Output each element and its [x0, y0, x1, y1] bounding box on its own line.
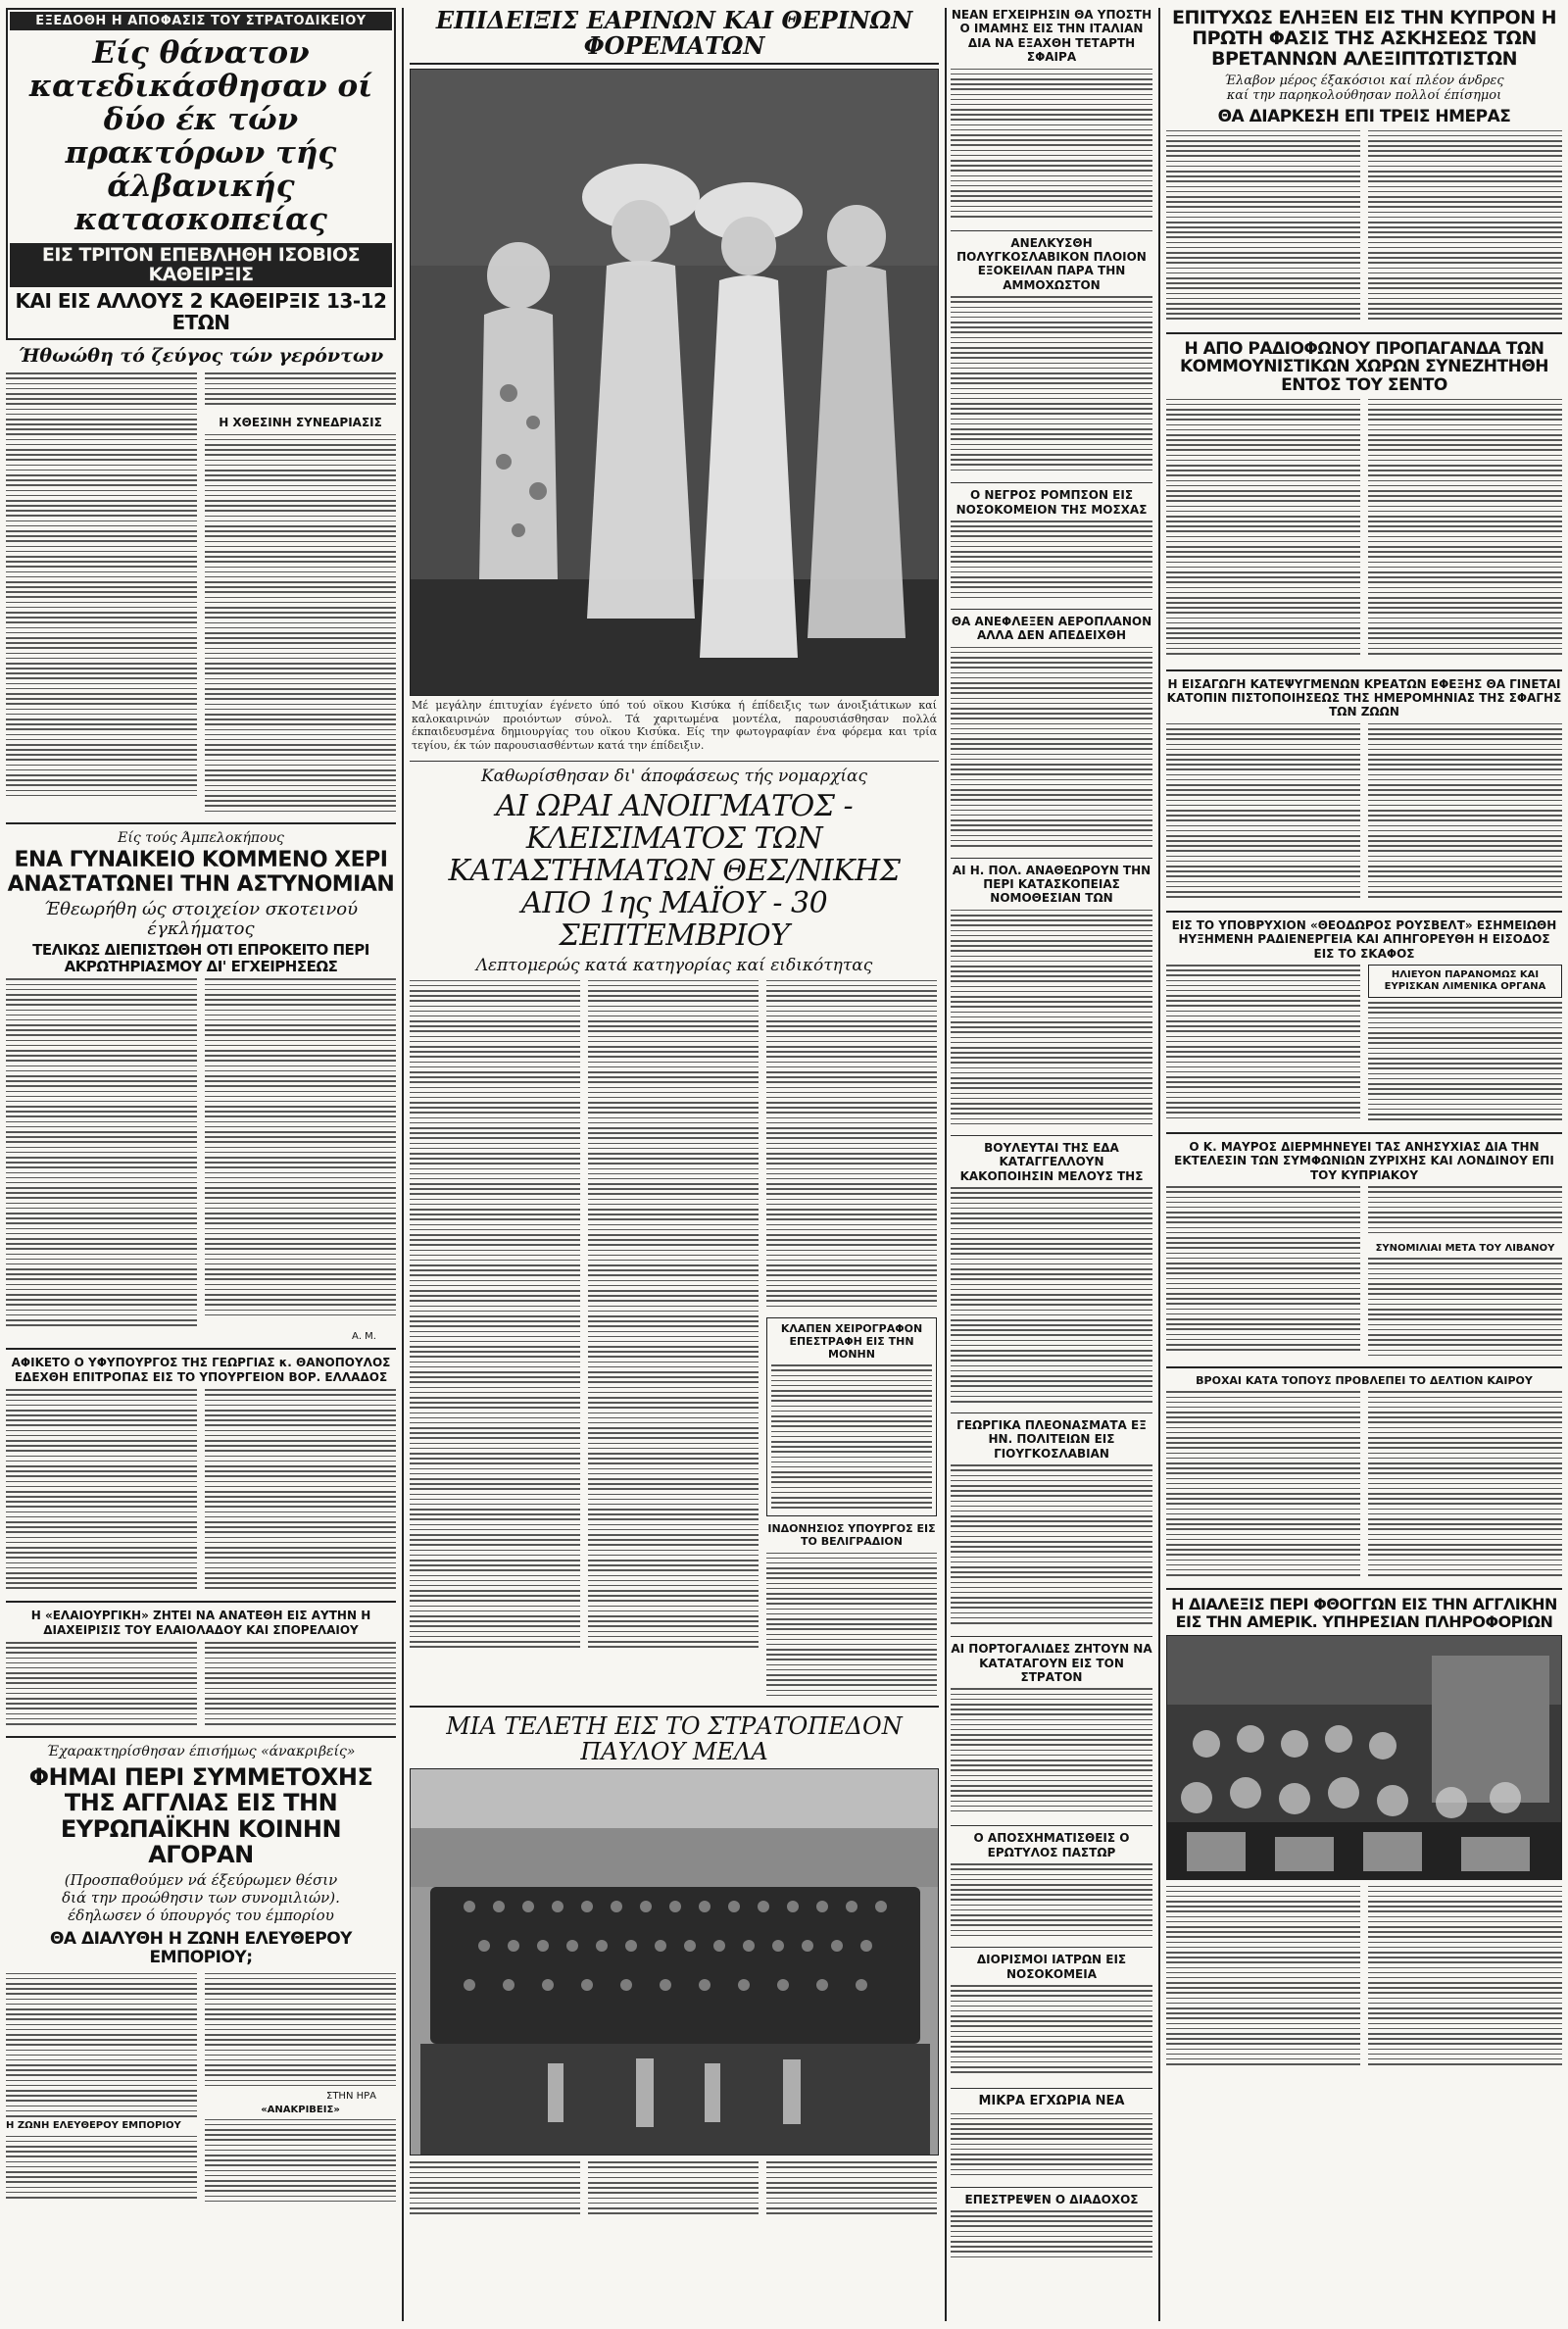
headline: Η ΑΠΟ ΡΑΔΙΟΦΩΝΟΥ ΠΡΟΠΑΓΑΝΔΑ ΤΩΝ ΚΟΜΜΟΥΝΙΣΤΙΚΩΝ ΧΩΡΩΝ ΣΥΝΕΖΗΤΗΘΗ ΕΝΤΟΣ ΤΟΥ ΣΕΝΤΟ: [1179, 338, 1548, 395]
article-text: [6, 1642, 197, 1730]
article-text: [1166, 1186, 1360, 1358]
article-text: [1166, 965, 1360, 1126]
article-text: [1368, 1391, 1562, 1582]
lecture-photo-svg: [1167, 1636, 1562, 1880]
column-4: [1166, 8, 1562, 2072]
article-text: [205, 1642, 396, 1730]
article-text: [951, 296, 1152, 477]
column-2: [410, 8, 939, 2220]
inset-headline: ΙΝΔΟΝΗΣΙΟΣ ΥΠΟΥΡΓΟΣ ΕΙΣ ΤΟ ΒΕΛΙΓΡΑΔΙΟΝ: [767, 1522, 936, 1549]
article-text: [1166, 723, 1360, 905]
inner-head: ΣΥΝΟΜΙΛΙΑΙ ΜΕΤΑ ΤΟΥ ΛΙΒΑΝΟΥ: [1375, 1243, 1555, 1255]
deck: ΘΑ ΔΙΑΛΥΘΗ Η ΖΩΝΗ ΕΛΕΥΘΕΡΟΥ ΕΜΠΟΡΙΟΥ;: [49, 1929, 352, 1967]
article-text: [951, 69, 1152, 225]
article-text: [6, 1389, 197, 1595]
byline: ΣΤΗΝ ΗΡΑ: [326, 2090, 376, 2102]
article-text: [951, 1985, 1152, 2083]
headline: ΕΠΕΣΤΡΕΨΕΝ Ο ΔΙΑΔΟΧΟΣ: [964, 2192, 1139, 2206]
headline: ΑΙ Η. ΠΟΛ. ΑΝΑΘΕΩΡΟΥΝ ΤΗΝ ΠΕΡΙ ΚΑΤΑΣΚΟΠΕΙΑΣ ΝΟΜΟΘΕΣΙΑΝ ΤΩΝ: [952, 863, 1152, 906]
subhead: (Προσπαθούμεν νά έξεύρωμεν θέσιν: [64, 1871, 338, 1890]
kicker: ΕΞΕΔΟΘΗ Η ΑΠΟΦΑΣΙΣ ΤΟΥ ΣΤΡΑΤΟΔΙΚΕΙΟΥ: [10, 12, 392, 30]
article-text: [951, 1688, 1152, 1820]
inner-head: «ΑΝΑΚΡΙΒΕΙΣ»: [261, 2104, 340, 2115]
headline: Ο ΑΠΟΣΧΗΜΑΤΙΣΘΕΙΣ Ο ΕΡΩΤΥΛΟΣ ΠΑΣΤΩΡ: [973, 1831, 1130, 1859]
article-text: [951, 520, 1152, 604]
fashion-photo-svg: [411, 70, 939, 696]
inner-head: Η ΖΩΝΗ ΕΛΕΥΘΕΡΟΥ ΕΜΠΟΡΙΟΥ: [6, 2119, 181, 2131]
article-text: [951, 2113, 1152, 2182]
byline: Α. Μ.: [351, 1331, 376, 1343]
article-text: [205, 2119, 396, 2207]
article-text: [205, 1973, 396, 2091]
headline: ΕΙΣ ΤΟ ΥΠΟΒΡΥΧΙΟΝ «ΘΕΟΔΩΡΟΣ ΡΟΥΣΒΕΛΤ» ΕΣΗΜΕΙΩΘΗ ΗΥΞΗΜΕΝΗ ΡΑΔΙΕΝΕΡΓΕΙΑ ΚΑΙ ΑΠΗΓΟΡΕΥΘΗ Η ΕΙΣΟΔΟΣ ΕΙΣ ΤΟ ΣΚΑΦΟΣ: [1171, 917, 1557, 961]
article-text: [6, 372, 197, 804]
column-rule: [402, 8, 404, 2321]
big-headline: ΑΙ ΩΡΑΙ ΑΝΟΙΓΜΑΤΟΣ - ΚΛΕΙΣΙΜΑΤΟΣ ΤΩΝ ΚΑΤΑΣΤΗΜΑΤΩΝ ΘΕΣ/ΝΙΚΗΣ ΑΠΟ 1ης ΜΑΪΟΥ - 30 ΣΕΠΤΕΜΒΡΙΟΥ: [448, 789, 901, 954]
article-text: [1368, 1886, 1562, 2072]
column-rule: [945, 8, 947, 2321]
subhead: Έλαβον μέρος έξακόσιοι καί πλέον άνδρες: [1224, 73, 1504, 88]
column-rule: [1158, 8, 1160, 2321]
headline: ΒΟΥΛΕΥΤΑΙ ΤΗΣ ΕΔΑ ΚΑΤΑΓΓΕΛΛΟΥΝ ΚΑΚΟΠΟΙΗΣΙΝ ΜΕΛΟΥΣ ΤΗΣ: [959, 1140, 1144, 1183]
article-text: [1166, 1391, 1360, 1582]
article-text: [771, 1364, 932, 1511]
camp-photo: [410, 1768, 939, 2156]
article-text: [951, 1187, 1152, 1408]
headline: ΦΗΜΑΙ ΠΕΡΙ ΣΥΜΜΕΤΟΧΗΣ ΤΗΣ ΑΓΓΛΙΑΣ ΕΙΣ ΤΗΝ ΕΥΡΩΠΑΪΚΗΝ ΚΟΙΝΗΝ ΑΓΟΡΑΝ: [28, 1762, 373, 1868]
column-1: [6, 8, 396, 2207]
subhead: καί την παρηκολούθησαν πολλοί έπίσημοι: [1226, 88, 1502, 104]
fashion-photo: [410, 69, 939, 696]
headline: ΘΑ ΑΝΕΦΛΕΞΕΝ ΑΕΡΟΠΛΑΝΟΝ ΑΛΛΑ ΔΕΝ ΑΠΕΔΕΙΧΘΗ: [951, 614, 1152, 643]
article-text: [205, 434, 396, 817]
article-text: [6, 978, 197, 1331]
headline: ΕΠΙΤΥΧΩΣ ΕΛΗΞΕΝ ΕΙΣ ΤΗΝ ΚΥΠΡΟΝ Η ΠΡΩΤΗ ΦΑΣΙΣ ΤΗΣ ΑΣΚΗΣΕΩΣ ΤΩΝ ΒΡΕΤΑΝΝΩΝ ΑΛΕΞΙΠΤΩΤΙΣΤΩΝ: [1171, 7, 1557, 70]
article-text: [410, 980, 580, 1686]
photo-headline: ΜΙΑ ΤΕΛΕΤΗ ΕΙΣ ΤΟ ΣΤΡΑΤΟΠΕΔΟΝ ΠΑΥΛΟΥ ΜΕΛΑ: [446, 1711, 903, 1765]
article-text: [951, 2210, 1152, 2264]
headline: Η ΕΙΣΑΓΩΓΗ ΚΑΤΕΨΥΓΜΕΝΩΝ ΚΡΕΑΤΩΝ ΕΦΕΞΗΣ ΘΑ ΓΙΝΕΤΑΙ ΚΑΤΟΠΙΝ ΠΙΣΤΟΠΟΙΗΣΕΩΣ ΤΗΣ ΗΜΕΡΟΜΗΝΙΑΣ ΤΗΣ ΣΦΑΓΗΣ ΤΩΝ ΖΩΩΝ: [1166, 676, 1562, 719]
subhead: Έθεωρήθη ώς στοιχείον σκοτεινού έγκλήματος: [43, 898, 359, 939]
headline: ΓΕΩΡΓΙΚΑ ΠΛΕΟΝΑΣΜΑΤΑ ΕΞ ΗΝ. ΠΟΛΙΤΕΙΩΝ ΕΙΣ ΓΙΟΥΓΚΟΣΛΑΒΙΑΝ: [956, 1418, 1147, 1461]
article-text: [766, 1553, 937, 1700]
article-text: [205, 1389, 396, 1595]
article-text: [6, 1973, 197, 2120]
article-text: [951, 1863, 1152, 1942]
kicker: Καθωρίσθησαν δι' άποφάσεως τής νομαρχίας: [480, 766, 868, 786]
headline: ΑΝΕΛΚΥΣΘΗ ΠΟΛΥΓΚΟΣΛΑΒΙΚΟΝ ΠΛΟΙΟΝ ΕΞΟΚΕΙΛΑΝ ΠΑΡΑ ΤΗΝ ΑΜΜΟΧΩΣΤΟΝ: [956, 235, 1147, 292]
inner-head: Η ΧΘΕΣΙΝΗ ΣΥΝΕΔΡΙΑΣΙΣ: [219, 416, 382, 430]
lecture-photo: [1166, 1635, 1562, 1880]
article-text: [410, 2161, 580, 2220]
headline: ΕΝΑ ΓΥΝΑΙΚΕΙΟ ΚΟΜΜΕΝΟ ΧΕΡΙ ΑΝΑΣΤΑΤΩΝΕΙ ΤΗΝ ΑΣΤΥΝΟΜΙΑΝ: [7, 848, 395, 897]
subhead: έδηλωσεν ό ύπουργός του έμπορίου: [68, 1907, 334, 1925]
headline: Είς θάνατον κατεδικάσθησαν οί δύο έκ τών πρακτόρων τής άλβανικής κατασκοπείας: [28, 35, 373, 238]
subhead: διά την προώθησιν των συνομιλιών).: [62, 1889, 340, 1908]
headline: ΒΡΟΧΑΙ ΚΑΤΑ ΤΟΠΟΥΣ ΠΡΟΒΛΕΠΕΙ ΤΟ ΔΕΛΤΙΟΝ ΚΑΙΡΟΥ: [1196, 1374, 1533, 1388]
article-text: [1368, 1258, 1562, 1361]
article-text: [766, 980, 937, 1313]
headline: Η ΔΙΑΛΕΞΙΣ ΠΕΡΙ ΦΘΟΓΓΩΝ ΕΙΣ ΤΗΝ ΑΓΓΛΙΚΗΝ ΕΙΣ ΤΗΝ ΑΜΕΡΙΚ. ΥΠΗΡΕΣΙΑΝ ΠΛΗΡΟΦΟΡΙΩΝ: [1171, 1595, 1557, 1631]
article-text: [588, 980, 759, 1686]
article-text: [588, 2161, 759, 2220]
deck: ΕΙΣ ΤΡΙΤΟΝ ΕΠΕΒΛΗΘΗ ΙΣΟΒΙΟΣ ΚΑΘΕΙΡΞΙΣ: [10, 243, 392, 288]
article-text: [1368, 399, 1562, 664]
headline: ΑΦΙΚΕΤΟ Ο ΥΦΥΠΟΥΡΓΟΣ ΤΗΣ ΓΕΩΡΓΙΑΣ κ. ΘΑΝΟΠΟΥΛΟΣ ΕΔΕΧΘΗ ΕΠΙΤΡΟΠΑΣ ΕΙΣ ΤΟ ΥΠΟΥΡΓΕΙΟΝ ΒΟΡ. ΕΛΛΑΔΟΣ: [11, 1356, 391, 1384]
article-text: [766, 2161, 937, 2220]
article-text: [6, 2136, 197, 2205]
deck: ΘΑ ΔΙΑΡΚΕΣΗ ΕΠΙ ΤΡΕΙΣ ΗΜΕΡΑΣ: [1217, 106, 1511, 126]
inset-headline: ΚΛΑΠΕΝ ΧΕΙΡΟΓΡΑΦΟΝ ΕΠΕΣΤΡΑΦΗ ΕΙΣ ΤΗΝ ΜΟΝΗΝ: [780, 1321, 923, 1361]
headline: ΝΕΑΝ ΕΓΧΕΙΡΗΣΙΝ ΘΑ ΥΠΟΣΤΗ Ο ΙΜΑΜΗΣ ΕΙΣ ΤΗΝ ΙΤΑΛΙΑΝ ΔΙΑ ΝΑ ΕΞΑΧΘΗ ΤΕΤΑΡΤΗ ΣΦΑΙΡΑ: [951, 8, 1152, 65]
headline: Η «ΕΛΑΙΟΥΡΓΙΚΗ» ΖΗΤΕΙ ΝΑ ΑΝΑΤΕΘΗ ΕΙΣ ΑΥΤΗΝ Η ΔΙΑΧΕΙΡΙΣΙΣ ΤΟΥ ΕΛΑΙΟΛΑΔΟΥ ΚΑΙ ΣΠΟΡΕΛΑΙΟΥ: [30, 1609, 371, 1637]
article-text: [1368, 723, 1562, 905]
photo-caption: Μέ μεγάλην έπιτυχίαν έγένετο ύπό τού οϊκου Κισύκα ή έπίδειξις των άνοιξιάτικων καί καλοκαιρινών προιόντων σύνολ. Τά χαριτωμένα μοντέλα, παρουσιάσθησαν πολλά έκπαιδευσμένα δημιουργίας του οϊκου Κισύκα. Είς την φωτογραφίαν ένα φόρεμα και τρία τεγίου, έκ τών παρουσιασθέντων κατά την έπίδειξιν.: [412, 698, 937, 753]
article-text: [1166, 399, 1360, 664]
subhead: Λεπτομερώς κατά κατηγορίας καί ειδικότητας: [475, 956, 873, 976]
article-text: [205, 978, 396, 1321]
deck: ΚΑΙ ΕΙΣ ΑΛΛΟΥΣ 2 ΚΑΘΕΙΡΞΙΣ 13-12 ΕΤΩΝ: [15, 289, 387, 335]
headline: ΕΠΙΔΕΙΞΙΣ ΕΑΡΙΝΩΝ ΚΑΙ ΘΕΡΙΝΩΝ ΦΟΡΕΜΑΤΩΝ: [410, 8, 939, 65]
headline: ΜΙΚΡΑ ΕΓΧΩΡΙΑ ΝΕΑ: [978, 2093, 1125, 2108]
article-text: [1368, 130, 1562, 326]
subhead: Ήθωώθη τό ζεύγος τών γερόντων: [18, 345, 384, 368]
column-3: [951, 8, 1152, 2264]
headline: ΔΙΟΡΙΣΜΟΙ ΙΑΤΡΩΝ ΕΙΣ ΝΟΣΟΚΟΜΕΙΑ: [976, 1953, 1127, 1981]
article-text: [205, 372, 396, 412]
deck: ΤΕΛΙΚΩΣ ΔΙΕΠΙΣΤΩΘΗ ΟΤΙ ΕΠΡΟΚΕΙΤΟ ΠΕΡΙ ΑΚΡΩΤΗΡΙΑΣΜΟΥ ΔΙ' ΕΓΧΕΙΡΗΣΕΩΣ: [32, 941, 369, 975]
article-text: [1166, 1886, 1360, 2072]
headline: Ο Κ. ΜΑΥΡΟΣ ΔΙΕΡΜΗΝΕΥΕΙ ΤΑΣ ΑΝΗΣΥΧΙΑΣ ΔΙΑ ΤΗΝ ΕΚΤΕΛΕΣΙΝ ΤΩΝ ΣΥΜΦΩΝΙΩΝ ΖΥΡΙΧΗΣ ΚΑΙ ΛΟΝΔΙΝΟΥ ΕΠΙ ΤΟΥ ΚΥΠΡΙΑΚΟΥ: [1174, 1139, 1554, 1182]
headline: ΑΙ ΠΟΡΤΟΓΑΛΙΔΕΣ ΖΗΤΟΥΝ ΝΑ ΚΑΤΑΤΑΓΟΥΝ ΕΙΣ ΤΟΝ ΣΤΡΑΤΟΝ: [951, 1642, 1152, 1684]
camp-photo-svg: [411, 1769, 939, 2156]
article-text: [1368, 1186, 1562, 1240]
article-text: [951, 910, 1152, 1130]
kicker: Έχαρακτηρίσθησαν έπισήμως «άνακριβείς»: [46, 1743, 356, 1759]
article-text: [1368, 1002, 1562, 1124]
kicker: Είς τούς Άμπελοκήπους: [118, 829, 284, 846]
headline: Ο ΝΕΓΡΟΣ ΡΟΜΠΣΟΝ ΕΙΣ ΝΟΣΟΚΟΜΕΙΟΝ ΤΗΣ ΜΟΣΧΑΣ: [956, 488, 1148, 517]
story-death-sentence: [6, 8, 396, 340]
article-text: [951, 1464, 1152, 1631]
article-text: [951, 647, 1152, 853]
inset-headline: ΗΛΙΕΥΟΝ ΠΑΡΑΝΟΜΩΣ ΚΑΙ ΕΥΡΙΣΚΑΝ ΛΙΜΕΝΙΚΑ ΟΡΓΑΝΑ: [1384, 968, 1546, 992]
article-text: [1166, 130, 1360, 326]
